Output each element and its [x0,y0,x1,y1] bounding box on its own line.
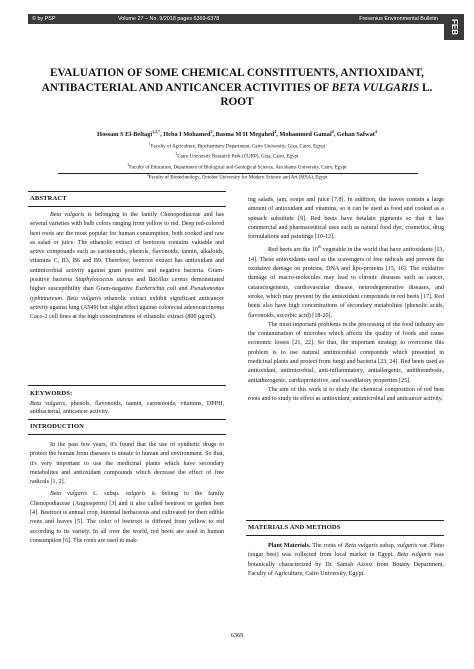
plant-materials-subheading: Plant Materials. [268,543,311,549]
author-list: Hossam S El-Beltagi$^{1,2,*}$, Heba I Mohamed$^3$, Basma M H Megahed$^4$, Mohammed Gamal$^4$, Gehan Safwat$^4$ [97,129,377,139]
abstract-heading: ABSTRACT [30,195,67,202]
intro-paragraph-continued: ing salads, jam, soups and juice [7,8]. In addition, the leaves contain a large amount of antioxidant and vitamins, so it can be used as food and cooked as a spinach substitute [9]. Red beets have betalain pigments so that it has commercial and pharmaceutical uses such as natural food dye, cosmetics, drug formulations and paintings [10-12]. [248,197,444,241]
plant-materials-text: The roots of Beta vulgaris subsp. vulgaris var. Plano (sugar beet) was collected from local market in Egypt. Beta vulgaris was botanically characterized by Dr. Samah Azooz from Botany Department, Faculty of Agriculture, Cairo University, Egypt. [248,543,444,577]
paper-title-text: EVALUATION OF SOME CHEMICAL CONSTITUENTS, ANTIOXIDANT, ANTIBACTERIAL AND ANTICANCER ACTIVITIES OF BETA VULGARIS L. ROOT [41,67,433,108]
affiliation-1: $^1$Faculty of Agriculture, Biochemistry Department, Cairo University, Giza, Cairo, Egypt [148,142,326,150]
intro-paragraph-5: The aim of this work is to study the chemical composition of red beet roots and to study its effect as antioxidant, antimicrobial and anticancer activity. [248,386,444,403]
affiliation-2: $^2$Cairo University Research Park (CURP), Giza, Cairo, Egypt [175,152,299,161]
introduction-body [30,441,224,546]
intro-rule-bottom [28,434,226,435]
introduction-paragraph-2: Beta vulgaris L. subsp. vulgaris is belong to the family Chenopodiaceae (Angiosperm) [3] and it also called beetroot or garden beet [4]. Beetroot is annual crop, biennial herbaceous and cultivated for their edible roots and leaves [5]. The color of beetroot is differed from yellow to red according to its variety. In all over the world, red beets are used in human consumption [6]. The roots are used in mak- [30,491,225,544]
intro-rule-top [28,419,226,420]
copyright-text: © by PSP [32,16,56,22]
abstract-text: Beta vulgaris is belonging to the family Chenopodiaceae and has several varieties with bulb colors ranging from yellow to red. Deep red-colored beet roots are the most popular for human consumption, both cooked and raw as salad or juice. The ethanolic extract of beetroots contains valuable and active compounds such as carotenoids, phenols, flavonoids, tannin, alkaloids, vitamins C, B3, B6 and B9. Therefore, beetroot extract has antioxidant and antimicrobial activity against gram positive and negative bacteria. Gram-positive bacteria Staphylococcus aureus and Bacillus cereus demonstrated higher susceptibility than Gram-negative Escherichia coli and Pseudomonas typhimureum. Beta vulgaris ethanolic extract exhibit significant anticancer activity against lung (A549) but slight effect against colorectal adenocarcinoma Caco-2 cell lines at the high concentrations of ethanolic extract (800 µg/ml). [30,212,225,321]
introduction-paragraph-1: In the past few years, it's found that the use of synthetic drugs to protect the human from diseases is unsafe to human and environment. So that, it's very important to use the medicinal plants which have secondary metabolites and antioxidant compounds which decrease the effect of free radicals [1, 2]. [30,442,224,486]
keywords-body [30,400,224,416]
keywords-rule [28,385,226,386]
methods-heading: MATERIALS AND METHODS [248,524,341,531]
volume-info: Volume 27 – No. 9/2018 pages 6369-6378 [118,16,220,22]
intro-paragraph-3: Red beets are the 10th vegetable in the world that have antioxidants [13, 14]. These antioxidants used as the scavengers of free radicals and prevent the oxidative damage on proteins, DNA and lipo-proteins [15, 16]. The oxidative damage of macro-molecules may lead to chronic diseases such as cancer, cataractogenesis, cardiovascular disease, neurodegenerative diseases, and stroke, which may prevent by the antioxidant compounds in red beets [17]. Red beets also have high concentrations of secondary metabolites (phenolic acids, flavonoids, ascorbic acid) [18-20]. [248,244,444,319]
abstract-rule-top [28,191,226,192]
journal-corner-tab: FEB [444,14,464,40]
methods-body [248,542,444,579]
paper-title [40,66,434,110]
introduction-heading: INTRODUCTION [30,423,84,430]
affiliation-4: $^4$Faculty of Biotechnology, October University for Modern Science and Art (MSA), Egypt [146,173,328,181]
abstract-body [30,211,224,323]
affiliation-3: $^3$Faculty of Education, Department of Biological and Geological Science, Ain shams University, Cairo, Egypt [127,162,347,171]
keywords-heading: KEYWORDS: [30,390,73,397]
methods-rule-bottom [246,535,444,536]
header-rule [58,173,418,174]
affiliations [40,141,434,182]
page-number: 6369 [230,632,244,639]
intro-paragraph-4: The most important problems in the processing of the food industry are the contamination of microbes which affects the quality of foods and cause economic losses [21, 22]. So that, the important strategy to overcome this problem is to use natural antimicrobial compounds which presented in medicinal plants and protect from fungi and bacteria [23, 24]. Red beets used as antioxidant, antimicrobial, anti-inflammatory, antiallergenic, antithrombotic, antiatherogenic, cardioprotective, and vasodilatory properties [25]. [248,321,444,384]
right-column-body [248,196,444,405]
plant-materials-paragraph [248,542,444,579]
methods-rule-top [246,520,444,521]
journal-header-bar [28,14,444,24]
journal-name: Fresenius Environmental Bulletin [359,16,438,22]
abstract-rule-bottom [28,206,226,207]
keywords-text: Beta vulgaris, phenols, flavonoids, tannin, carotenoids, vitamins, DPPH, antibacterial, anticancer activity. [30,401,224,416]
